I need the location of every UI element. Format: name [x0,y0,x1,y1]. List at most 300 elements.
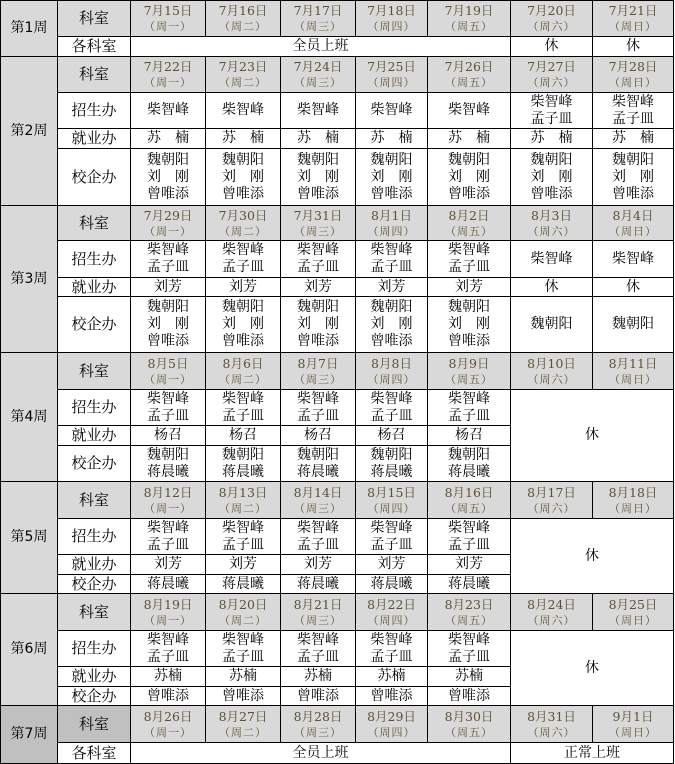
dept-row [1,390,674,426]
duty-cell [511,149,593,206]
duty-name: 刘芳 [377,278,406,295]
dept-row [1,278,674,297]
dept-row [1,149,674,206]
duty-name: 魏朝阳 [370,446,413,463]
date-cell [206,57,281,93]
dept-header: 科室 [58,57,131,93]
date-cell [511,1,593,37]
duty-cell [511,297,593,353]
dept-label: 校企办 [58,297,131,353]
duty-cell [428,446,511,482]
date-cell [593,1,674,37]
date-cell [206,594,281,631]
duty-cell [511,390,674,482]
duty-cell [356,241,428,278]
duty-cell [356,575,428,594]
weekday-text: （周一） [144,224,192,238]
duty-name: 苏 楠 [530,130,573,146]
duty-cell [281,426,356,446]
duty-name: 柴智峰 [147,390,189,407]
week-label: 第2周 [1,57,58,206]
duty-name: 刘芳 [377,556,406,572]
duty-name: 蒋晨曦 [370,575,413,592]
date-cell [281,206,356,241]
duty-name: 曾唯添 [448,333,490,349]
date-cell [511,594,593,631]
duty-name: 魏朝阳 [612,316,654,332]
duty-name: 刘 刚 [448,316,490,332]
weekday-text: （周一） [144,501,192,515]
weekday-text: （周五） [445,613,493,627]
date-text: 8月30日 [444,708,494,724]
duty-name: 曾唯添 [612,185,654,202]
duty-name: 杨召 [154,427,182,443]
duty-name: 柴智峰 [448,519,490,536]
duty-name: 柴智峰 [222,102,264,118]
dept-label: 就业办 [58,667,131,687]
date-text: 7月29日 [143,207,193,223]
duty-cell [131,446,206,482]
duty-name: 刘 刚 [612,168,654,185]
duty-name: 刘 刚 [370,168,413,185]
week-label: 第4周 [1,353,58,482]
duty-name: 柴智峰 [297,102,339,118]
duty-name: 魏朝阳 [612,151,654,168]
dept-label: 校企办 [58,446,131,482]
duty-cell [131,667,206,687]
duty-name: 苏 楠 [147,130,189,146]
weekday-text: （周四） [367,76,416,89]
duty-name: 刘 刚 [297,168,339,185]
date-cell [131,594,206,631]
duty-cell [131,297,206,353]
date-text: 8月1日 [371,207,412,223]
duty-name: 魏朝阳 [370,299,413,315]
duty-name: 刘芳 [154,278,182,295]
date-text: 8月11日 [608,355,658,371]
duty-name: 曾唯添 [297,185,339,202]
dept-label: 校企办 [58,575,131,594]
duty-cell [206,149,281,206]
duty-name: 蒋晨曦 [297,575,339,592]
weekday-text: （周四） [367,725,416,739]
duty-cell [356,129,428,149]
duty-cell [131,743,511,764]
duty-cell [206,390,281,426]
duty-name: 蒋晨曦 [448,575,490,592]
date-text: 8月9日 [448,355,490,371]
duty-cell [428,575,511,594]
duty-name: 柴智峰 [448,390,490,407]
duty-cell [206,129,281,149]
duty-name: 刘芳 [455,556,483,572]
dept-label: 校企办 [58,149,131,206]
duty-name: 刘 刚 [222,168,264,185]
weekday-text: （周四） [367,372,416,386]
duty-name: 刘 刚 [297,316,339,332]
duty-cell [511,93,593,129]
duty-name: 刘芳 [229,556,257,572]
date-text: 8月12日 [143,484,193,500]
duty-cell [356,93,428,129]
duty-name: 曾唯添 [370,333,413,349]
date-cell [356,57,428,93]
weekday-text: （周二） [219,725,267,739]
dept-header: 科室 [58,482,131,519]
duty-name: 正常上班 [564,744,620,761]
duty-name: 休 [544,38,559,54]
date-cell [206,353,281,390]
duty-cell [356,278,428,297]
duty-name: 苏 楠 [612,130,654,146]
duty-cell [131,149,206,206]
date-text: 7月27日 [527,59,576,74]
duty-name: 孟子皿 [612,110,654,127]
week-header-row [1,353,674,390]
dept-label: 招生办 [58,519,131,555]
duty-name: 曾唯添 [222,185,264,202]
date-cell [206,1,281,37]
duty-name: 孟子皿 [448,259,490,275]
duty-name: 柴智峰 [147,102,189,118]
duty-cell [428,93,511,129]
duty-name: 曾唯添 [297,687,339,704]
weekday-text: （周三） [294,224,342,238]
duty-cell [131,631,206,667]
duty-cell [356,426,428,446]
duty-name: 孟子皿 [370,259,413,275]
duty-name: 柴智峰 [612,250,654,267]
date-cell [593,706,674,743]
date-cell [356,594,428,631]
duty-name: 刘芳 [455,278,483,295]
duty-name: 苏楠 [304,668,332,684]
duty-name: 休 [585,547,599,564]
duty-name: 魏朝阳 [530,151,573,168]
duty-name: 柴智峰 [370,519,413,536]
duty-cell [281,278,356,297]
duty-name: 柴智峰 [222,519,264,536]
date-cell [131,206,206,241]
duty-cell [511,631,674,706]
date-text: 9月1日 [612,708,654,724]
date-cell [428,206,511,241]
duty-name: 孟子皿 [297,536,339,553]
dept-label: 招生办 [58,93,131,129]
duty-name: 孟子皿 [448,536,490,553]
duty-name: 魏朝阳 [448,446,490,463]
duty-name: 苏楠 [154,668,182,684]
date-cell [511,482,593,519]
duty-name: 杨召 [229,427,257,443]
weekday-text: （周三） [294,501,342,515]
duty-cell [131,37,511,57]
date-cell [356,206,428,241]
duty-name: 魏朝阳 [147,151,189,168]
dept-label: 招生办 [58,390,131,426]
weekday-text: （周三） [294,372,342,386]
date-cell [428,57,511,93]
date-text: 7月31日 [293,207,343,223]
weekday-text: （周五） [445,20,493,33]
dept-row [1,241,674,278]
weekday-text: （周一） [144,76,192,89]
duty-cell [281,446,356,482]
duty-name: 曾唯添 [530,185,573,202]
duty-name: 柴智峰 [612,93,654,110]
duty-cell [131,241,206,278]
duty-name: 柴智峰 [297,631,339,648]
dept-label: 就业办 [58,129,131,149]
weekday-text: （周日） [609,372,657,386]
duty-cell [593,149,674,206]
weekday-text: （周六） [527,501,576,515]
date-cell [428,482,511,519]
duty-name: 蒋晨曦 [297,463,339,480]
date-cell [131,1,206,37]
week-header-row [1,706,674,743]
duty-cell [131,555,206,575]
week-label: 第3周 [1,206,58,353]
duty-cell [206,297,281,353]
duty-name: 刘 刚 [147,168,189,185]
duty-name: 孟子皿 [370,648,413,665]
duty-cell [206,555,281,575]
dept-label: 就业办 [58,555,131,575]
duty-cell [356,519,428,555]
week-label: 第7周 [1,706,58,764]
weekday-text: （周六） [527,20,576,33]
duty-name: 刘 刚 [147,316,189,332]
duty-name: 苏 楠 [370,130,413,146]
date-text: 8月23日 [444,596,494,612]
date-text: 7月19日 [444,3,494,18]
duty-name: 孟子皿 [370,536,413,553]
date-cell [428,706,511,743]
duty-name: 苏 楠 [222,130,264,146]
duty-cell [356,687,428,706]
duty-cell [356,149,428,206]
duty-cell [428,390,511,426]
date-text: 7月17日 [293,3,343,18]
date-cell [593,206,674,241]
duty-cell [206,241,281,278]
dept-header: 科室 [58,206,131,241]
duty-cell [511,241,593,278]
date-cell [511,57,593,93]
date-cell [593,353,674,390]
weekday-text: （周五） [445,501,493,515]
duty-name: 刘芳 [229,278,257,295]
date-text: 8月13日 [218,484,268,500]
duty-cell [131,129,206,149]
dept-row [1,93,674,129]
duty-cell [428,241,511,278]
date-cell [356,706,428,743]
duty-cell [356,297,428,353]
weekday-text: （周二） [219,501,267,515]
duty-name: 刘芳 [154,556,182,572]
date-cell [281,353,356,390]
weekday-text: （周一） [144,613,192,627]
duty-name: 刘 刚 [448,168,490,185]
date-cell [593,57,674,93]
duty-cell [281,297,356,353]
date-text: 7月16日 [218,3,268,18]
week-header-row [1,482,674,519]
duty-name: 魏朝阳 [370,151,413,168]
duty-cell [131,575,206,594]
duty-name: 曾唯添 [222,333,264,349]
duty-cell [206,519,281,555]
duty-name: 蒋晨曦 [222,575,264,592]
duty-cell [281,631,356,667]
date-cell [356,1,428,37]
duty-cell [131,278,206,297]
date-text: 8月3日 [531,207,572,223]
date-cell [356,353,428,390]
duty-cell [356,446,428,482]
duty-cell [593,93,674,129]
weekday-text: （周五） [445,76,493,89]
date-text: 7月25日 [367,59,416,74]
duty-cell [131,687,206,706]
dept-label: 就业办 [58,426,131,446]
weekday-text: （周日） [609,76,657,89]
date-text: 8月17日 [527,484,576,500]
date-cell [281,1,356,37]
duty-name: 全员上班 [292,38,349,54]
duty-name: 蒋晨曦 [222,463,264,480]
duty-name: 魏朝阳 [530,316,573,332]
weekday-text: （周五） [445,224,493,238]
duty-cell [593,297,674,353]
weekday-text: （周三） [294,725,342,739]
duty-name: 魏朝阳 [147,299,189,315]
date-text: 8月2日 [448,207,490,223]
duty-cell [428,426,511,446]
duty-cell [206,426,281,446]
weekday-text: （周日） [609,501,657,515]
duty-cell [428,149,511,206]
duty-name: 孟子皿 [297,648,339,665]
duty-name: 杨召 [377,427,406,443]
duty-cell [428,631,511,667]
duty-cell [281,149,356,206]
weekday-text: （周六） [527,613,576,627]
date-cell [206,482,281,519]
week-label: 第5周 [1,482,58,594]
duty-name: 蒋晨曦 [448,463,490,480]
duty-name: 孟子皿 [222,536,264,553]
dept-label: 招生办 [58,631,131,667]
duty-name: 孟子皿 [297,407,339,424]
duty-name: 魏朝阳 [147,446,189,463]
date-cell [281,594,356,631]
date-text: 8月16日 [444,484,494,500]
duty-name: 苏 楠 [448,130,490,146]
date-text: 8月31日 [527,708,576,724]
duty-cell [428,667,511,687]
duty-name: 刘 刚 [222,316,264,332]
duty-cell [131,426,206,446]
duty-cell [593,278,674,297]
duty-cell [131,519,206,555]
date-text: 8月28日 [293,708,343,724]
weekday-text: （周四） [367,224,416,238]
date-text: 8月19日 [143,596,193,612]
weekday-text: （周四） [367,20,416,33]
duty-cell [281,519,356,555]
weekday-text: （周六） [527,372,576,386]
weekday-text: （周一） [144,372,192,386]
duty-name: 魏朝阳 [448,151,490,168]
date-cell [428,1,511,37]
duty-name: 魏朝阳 [448,299,490,315]
duty-cell [281,241,356,278]
date-text: 8月14日 [293,484,343,500]
weekday-text: （周日） [609,725,657,739]
date-cell [131,482,206,519]
duty-name: 孟子皿 [370,407,413,424]
date-text: 8月20日 [218,596,268,612]
date-text: 7月30日 [218,207,268,223]
weekday-text: （周六） [527,224,576,238]
duty-name: 魏朝阳 [297,151,339,168]
duty-name: 柴智峰 [222,242,264,258]
date-text: 8月21日 [293,596,343,612]
date-cell [131,57,206,93]
duty-name: 杨召 [304,427,332,443]
dept-label: 校企办 [58,687,131,706]
duty-name: 蒋晨曦 [147,575,189,592]
duty-name: 柴智峰 [222,631,264,648]
duty-name: 柴智峰 [297,242,339,258]
duty-cell [131,93,206,129]
duty-name: 曾唯添 [147,185,189,202]
duty-cell [511,129,593,149]
duty-name: 曾唯添 [448,185,490,202]
weekday-text: （周一） [144,725,192,739]
dept-row [1,743,674,764]
duty-name: 休 [585,659,599,676]
date-text: 8月15日 [367,484,416,500]
duty-name: 曾唯添 [147,687,189,704]
weekday-text: （周二） [219,372,267,386]
duty-name: 刘 刚 [530,168,573,185]
date-cell [206,706,281,743]
duty-name: 柴智峰 [448,242,490,258]
duty-cell [511,743,674,764]
duty-cell [281,129,356,149]
weekday-text: （周三） [294,20,342,33]
dept-row [1,297,674,353]
duty-name: 柴智峰 [370,242,413,258]
duty-cell [281,687,356,706]
weekday-text: （周三） [294,76,342,89]
date-text: 8月24日 [527,596,576,612]
dept-label: 招生办 [58,241,131,278]
duty-name: 孟子皿 [297,259,339,275]
weekday-text: （周二） [219,20,267,33]
duty-name: 孟子皿 [448,407,490,424]
duty-name: 苏 楠 [297,130,339,146]
date-text: 8月22日 [367,596,416,612]
date-cell [206,206,281,241]
date-cell [511,206,593,241]
duty-name: 刘芳 [304,556,332,572]
weekday-text: （周日） [609,20,657,33]
